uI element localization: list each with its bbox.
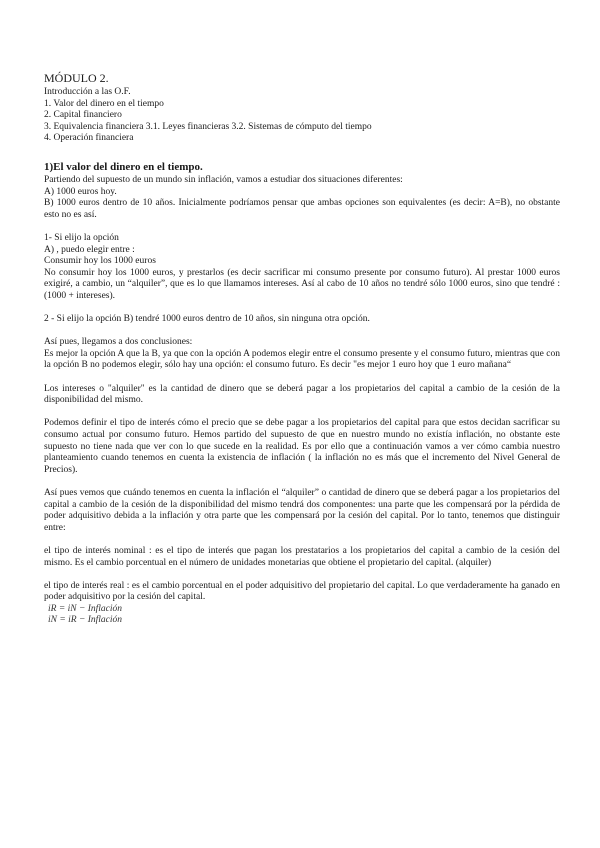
paragraph: el tipo de interés nominal : es el tipo de interés que pagan los prestatarios a los propietarios del capital a cambio de la cesión del mismo. Es el cambio porcentual en el número de unidades monetarias que obtiene el propietario del capital. (alquiler): [44, 545, 560, 568]
paragraph: 2 - Si elijo la opción B) tendré 1000 euros dentro de 10 años, sin ninguna otra opción.: [44, 314, 370, 325]
module-title: MÓDULO 2.: [44, 71, 109, 85]
intro-line: Introducción a las O.F.: [44, 87, 131, 97]
document-page: [44, 71, 560, 626]
paragraph: Consumir hoy los 1000 euros: [44, 256, 156, 267]
paragraph: No consumir hoy los 1000 euros, y prestarlos (es decir sacrificar mi consumo presente por consumo futuro). Al prestar 1000 euros exigiré, a cambio, un “alquiler”, que es lo que llamamos intereses. Así al cabo de 10 años no tendré sólo 1000 euros, sino que tendré : (1000 + intereses).: [44, 267, 560, 301]
formula: iN = iR − Inflación: [48, 614, 123, 625]
paragraph: Es mejor la opción A que la B, ya que con la opción A podemos elegir entre el consumo presente y el consumo futuro, mientras que con la opción B no podemos elegir, sólo hay una opción: el consumo futuro. Es decir "es mejor 1 euro hoy que 1 euro mañana“: [44, 348, 560, 371]
paragraph: Los intereses o "alquiler" es la cantidad de dinero que se deberá pagar a los propietarios del capital a cambio de la cesión de la disponibilidad del mismo.: [44, 383, 560, 406]
paragraph: A) , puedo elegir entre :: [44, 244, 135, 255]
paragraph: Podemos definir el tipo de interés cómo el precio que se debe pagar a los propietarios del capital para que estos decidan sacrificar su consumo actual por consumo futuro. Hemos partido del supuesto de que en nuestro mundo no existía inflación, no obstante este supuesto no tiene nada que ver con lo que sucede en la realidad. Es por ello que a continuación vamos a ver cómo cambia nuestro planteamiento cuando tenemos en cuenta la existencia de inflación ( la inflación no es más que el incremento del Nivel General de Precios).: [44, 418, 560, 475]
toc-item: 4. Operación financiera: [44, 133, 134, 144]
paragraph: Así pues vemos que cuándo tenemos en cuenta la inflación el “alquiler” o cantidad de dinero que se deberá pagar a los propietarios del capital a cambio de la cesión de la disponibilidad del mismo tendrá dos componentes: una parte que les compensará por la pérdida de poder adquisitivo debida a la inflación y otra parte que les compensará por la cesión del capital. Por lo tanto, tenemos que distinguir entre:: [44, 488, 560, 533]
paragraph: Así pues, llegamos a dos conclusiones:: [44, 337, 193, 348]
formula: iR = iN − Inflación: [48, 603, 123, 614]
toc-item: 2. Capital financiero: [44, 110, 122, 121]
paragraph: el tipo de interés real : es el cambio porcentual en el poder adquisitivo del propietario del capital. Lo que verdaderamente ha ganado en poder adquisitivo por la cesión del capital.: [44, 580, 560, 603]
toc-item: 1. Valor del dinero en el tiempo: [44, 98, 164, 109]
paragraph: Partiendo del supuesto de un mundo sin inflación, vamos a estudiar dos situaciones diferentes:: [44, 174, 403, 185]
paragraph: 1- Si elijo la opción: [44, 232, 119, 243]
section-title: 1)El valor del dinero en el tiempo.: [44, 160, 203, 173]
paragraph: A) 1000 euros hoy.: [44, 186, 117, 197]
paragraph: B) 1000 euros dentro de 10 años. Inicialmente podríamos pensar que ambas opciones son equivalentes (es decir: A=B), no obstante esto no es así.: [44, 198, 560, 220]
table-of-contents: [44, 99, 560, 145]
toc-item: 3. Equivalencia financiera 3.1. Leyes financieras 3.2. Sistemas de cómputo del tiempo: [44, 121, 372, 132]
